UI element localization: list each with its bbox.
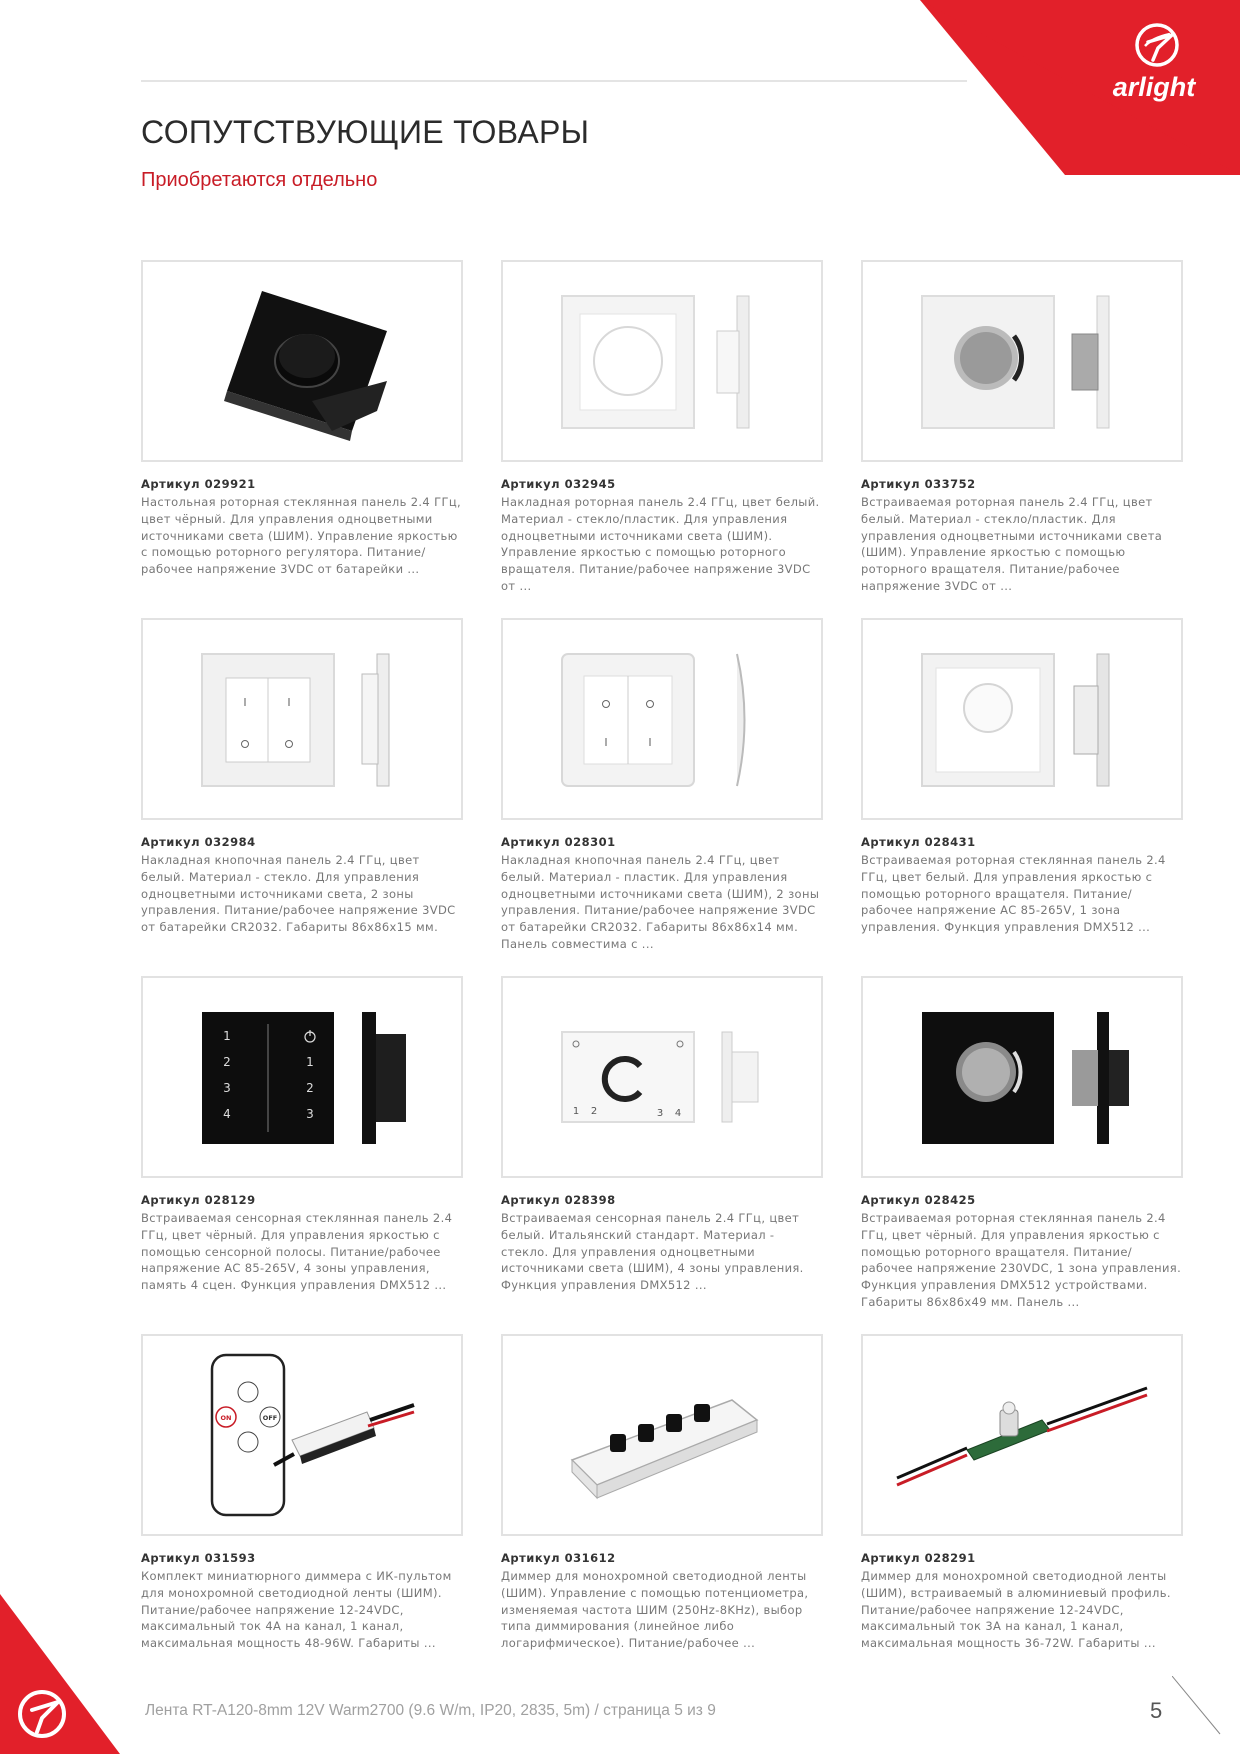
- product-description: Встраиваемая сенсорная панель 2.4 ГГц, цвет белый. Итальянский стандарт. Материал - стекло. Для управления одноцветными источниками света (ШИМ), 4 зоны управления. Функция управления DMX512 ...: [501, 1211, 804, 1293]
- product-sku: Артикул 028301: [501, 835, 616, 849]
- product-image[interactable]: [501, 1334, 823, 1536]
- product-sku: Артикул 031612: [501, 1551, 616, 1565]
- page-number: 5: [1150, 1698, 1163, 1723]
- product-sku: Артикул 032984: [141, 835, 256, 849]
- product-card[interactable]: [141, 1334, 463, 1652]
- product-sku: Артикул 033752: [861, 477, 976, 491]
- product-card[interactable]: [501, 976, 823, 1294]
- svg-text:I: I: [648, 736, 652, 749]
- touch-label-1: 1: [572, 1106, 580, 1117]
- product-image[interactable]: [861, 1334, 1183, 1536]
- top-rule: [141, 80, 967, 82]
- svg-text:I: I: [243, 696, 247, 709]
- product-description: Накладная кнопочная панель 2.4 ГГц, цвет белый. Материал - стекло. Для управления одноцветными источниками света, 2 зоны управления. Питание/рабочее напряжение 3VDC от батарейки CR2032. Габариты 86x86x15 мм.: [141, 853, 456, 935]
- product-card[interactable]: [861, 1334, 1183, 1652]
- product-image[interactable]: [141, 618, 463, 820]
- product-sku: Артикул 031593: [141, 1551, 256, 1565]
- product-sku: Артикул 028431: [861, 835, 976, 849]
- product-image[interactable]: [861, 260, 1183, 462]
- black-glass-rotary-panel-icon: [902, 992, 1142, 1162]
- brand-corner-logo: [920, 0, 1240, 175]
- touch-left-4: 4: [223, 1107, 231, 1121]
- product-description: Настольная роторная стеклянная панель 2.4 ГГц, цвет чёрный. Для управления одноцветными источниками света (ШИМ). Управление яркостью с помощью роторного регулятора. Питание/рабочее напряжение 3VDC от батарейки ...: [141, 495, 461, 577]
- white-rotary-recessed-panel-icon: [902, 276, 1142, 446]
- svg-text:1: 1: [306, 1055, 314, 1069]
- brand-corner-bottom: [0, 1594, 120, 1754]
- product-description: Диммер для монохромной светодиодной ленты (ШИМ). Управление с помощью потенциометра, изменяемая частота ШИМ (250Hz-8KHz), выбор типа диммирования (линейное либо логарифмическое). Питание/рабочее ...: [501, 1569, 809, 1651]
- product-description: Встраиваемая роторная стеклянная панель 2.4 ГГц, цвет чёрный. Для управления яркостью с помощью роторного вращателя. Питание/рабочее напряжение 230VDC, 1 зона управления. Функция управления DMX512 устройствами. Габариты 86x86x49 мм. Панель ...: [861, 1211, 1182, 1309]
- product-card[interactable]: [861, 260, 1183, 595]
- page-title: СОПУТСТВУЮЩИЕ ТОВАРЫ: [141, 114, 590, 150]
- profile-touch-dimmer-icon: [892, 1350, 1152, 1520]
- svg-text:I: I: [287, 696, 291, 709]
- product-image[interactable]: [141, 260, 463, 462]
- white-rotary-overlay-panel-icon: [542, 276, 782, 446]
- product-sku: Артикул 028129: [141, 1193, 256, 1207]
- black-glass-rotary-desktop-panel-icon: [202, 281, 402, 441]
- product-card[interactable]: [501, 1334, 823, 1652]
- product-card[interactable]: [141, 976, 463, 1294]
- touch-right-2: 2: [306, 1081, 314, 1095]
- product-description: Встраиваемая роторная стеклянная панель 2.4 ГГц, цвет белый. Для управления яркостью с помощью роторного вращателя. Питание/рабочее напряжение AC 85-265V, 1 зона управления. Функция управления DMX512 ...: [861, 853, 1166, 935]
- product-description: Диммер для монохромной светодиодной ленты (ШИМ), встраиваемый в алюминиевый профиль. Питание/рабочее напряжение 12-24VDC, максимальный ток 3А на канал, 1 канал, максимальная мощность 36-72W. Габариты ...: [861, 1569, 1171, 1651]
- white-glass-button-panel-icon: [182, 634, 422, 804]
- page-subtitle: Приобретаются отдельно: [141, 169, 378, 191]
- potentiometer-dimmer-icon: [542, 1350, 782, 1520]
- product-image[interactable]: [861, 976, 1183, 1178]
- white-touch-panel-icon: [542, 992, 782, 1162]
- product-image[interactable]: [501, 976, 823, 1178]
- touch-label-4: 4: [674, 1108, 682, 1119]
- product-image[interactable]: [861, 618, 1183, 820]
- svg-text:I: I: [604, 736, 608, 749]
- page-corner-line: [1172, 1676, 1222, 1736]
- product-sku: Артикул 032945: [501, 477, 616, 491]
- product-image[interactable]: [141, 976, 463, 1178]
- product-card[interactable]: [501, 618, 823, 953]
- black-glass-touch-panel-icon: [182, 992, 422, 1162]
- product-description: Накладная роторная панель 2.4 ГГц, цвет белый. Материал - стекло/пластик. Для управления одноцветными источниками света (ШИМ). Управление яркостью с помощью роторного вращателя. Питание/рабочее напряжение 3VDC от ...: [501, 495, 820, 593]
- product-sku: Артикул 029921: [141, 477, 256, 491]
- product-sku: Артикул 028291: [861, 1551, 976, 1565]
- touch-right-3: 3: [306, 1107, 314, 1121]
- remote-off-label: OFF: [262, 1414, 278, 1422]
- touch-label-3: 3: [656, 1108, 664, 1119]
- product-card[interactable]: [141, 260, 463, 578]
- product-sku: Артикул 028398: [501, 1193, 616, 1207]
- product-description: Комплект миниатюрного диммера с ИК-пультом для монохромной светодиодной ленты (ШИМ). Питание/рабочее напряжение 12-24VDC, максимальный ток 4А на канал, 1 канал, максимальная мощность 48-96W. Габариты ...: [141, 1569, 452, 1651]
- product-card[interactable]: [501, 260, 823, 595]
- touch-left-1: 1: [223, 1029, 231, 1043]
- product-image[interactable]: [501, 260, 823, 462]
- touch-label-2: 2: [590, 1106, 598, 1117]
- product-sku: Артикул 028425: [861, 1193, 976, 1207]
- product-description: Встраиваемая роторная панель 2.4 ГГц, цвет белый. Материал - стекло/пластик. Для управления одноцветными источниками света (ШИМ). Управление яркостью с помощью роторного вращателя. Питание/рабочее напряжение 3VDC от ...: [861, 495, 1163, 593]
- product-card[interactable]: [861, 976, 1183, 1311]
- touch-left-2: 2: [223, 1055, 231, 1069]
- white-glass-rotary-panel-icon: [902, 634, 1142, 804]
- white-plastic-button-panel-icon: [542, 634, 782, 804]
- footer-text: Лента RT-A120-8mm 12V Warm2700 (9.6 W/m, IP20, 2835, 5m) / страница 5 из 9: [145, 1702, 716, 1719]
- touch-left-3: 3: [223, 1081, 231, 1095]
- brand-name: arlight: [1112, 72, 1196, 102]
- product-image[interactable]: [501, 618, 823, 820]
- product-card[interactable]: [861, 618, 1183, 936]
- ir-remote-dimmer-kit-icon: [182, 1350, 422, 1520]
- product-description: Накладная кнопочная панель 2.4 ГГц, цвет белый. Материал - пластик. Для управления одноцветными источниками света (ШИМ), 2 зоны управления. Питание/рабочее напряжение 3VDC от батарейки CR2032. Габариты 86x86x14 мм. Панель совместима с ...: [501, 853, 820, 951]
- product-description: Встраиваемая сенсорная стеклянная панель 2.4 ГГц, цвет чёрный. Для управления яркостью с помощью сенсорной полосы. Питание/рабочее напряжение AC 85-265V, 4 зоны управления, память 4 сцен. Функция управления DMX512 ...: [141, 1211, 453, 1293]
- remote-on-label: ON: [220, 1414, 232, 1422]
- product-card[interactable]: [141, 618, 463, 936]
- product-image[interactable]: [141, 1334, 463, 1536]
